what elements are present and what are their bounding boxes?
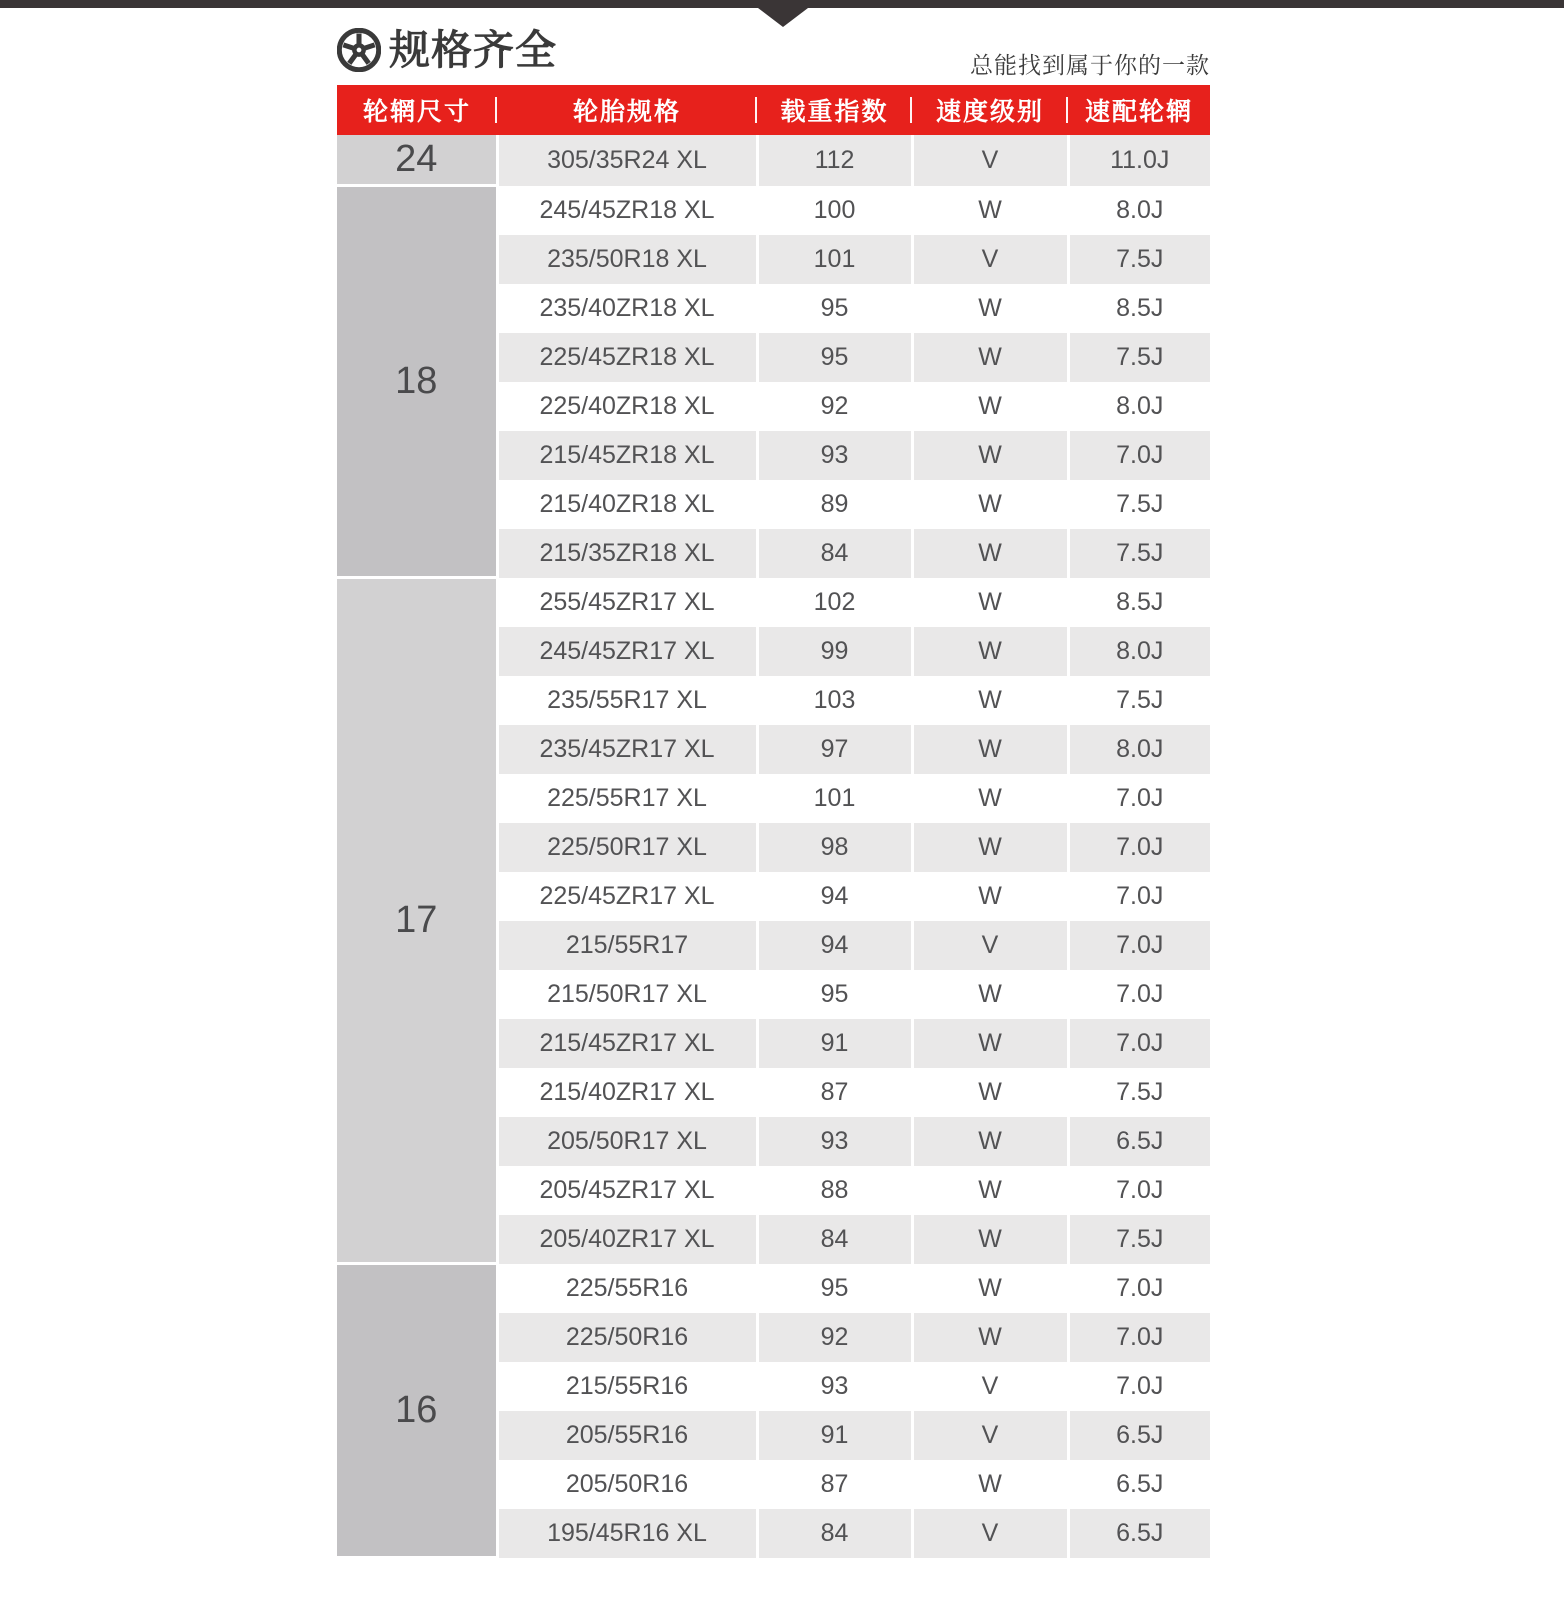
matching-rim-cell: 8.0J (1068, 186, 1210, 235)
load-index-cell: 84 (757, 1509, 912, 1558)
speed-rating-cell: V (912, 235, 1068, 284)
load-index-cell: 93 (757, 1117, 912, 1166)
speed-rating-cell: W (912, 823, 1068, 872)
speed-rating-cell: W (912, 872, 1068, 921)
speed-rating-cell: W (912, 1313, 1068, 1362)
col-header-rim-size: 轮辋尺寸 (337, 85, 497, 135)
tire-spec-cell: 205/45ZR17 XL (497, 1166, 757, 1215)
matching-rim-cell: 11.0J (1068, 135, 1210, 186)
speed-rating-cell: V (912, 921, 1068, 970)
load-index-cell: 95 (757, 333, 912, 382)
matching-rim-cell: 7.0J (1068, 1019, 1210, 1068)
matching-rim-cell: 7.0J (1068, 1166, 1210, 1215)
matching-rim-cell: 8.0J (1068, 725, 1210, 774)
matching-rim-cell: 7.5J (1068, 333, 1210, 382)
matching-rim-cell: 7.0J (1068, 1362, 1210, 1411)
tire-spec-cell: 205/55R16 (497, 1411, 757, 1460)
table-header-row (337, 85, 1210, 135)
tire-spec-cell: 235/50R18 XL (497, 235, 757, 284)
tire-spec-cell: 245/45ZR18 XL (497, 186, 757, 235)
matching-rim-cell: 6.5J (1068, 1117, 1210, 1166)
section-header (337, 28, 1210, 84)
matching-rim-cell: 7.0J (1068, 872, 1210, 921)
speed-rating-cell: V (912, 1411, 1068, 1460)
speed-rating-cell: W (912, 1215, 1068, 1264)
speed-rating-cell: V (912, 1509, 1068, 1558)
load-index-cell: 98 (757, 823, 912, 872)
matching-rim-cell: 7.5J (1068, 235, 1210, 284)
speed-rating-cell: W (912, 578, 1068, 627)
tire-spec-cell: 215/40ZR17 XL (497, 1068, 757, 1117)
load-index-cell: 87 (757, 1068, 912, 1117)
matching-rim-cell: 7.5J (1068, 1068, 1210, 1117)
load-index-cell: 102 (757, 578, 912, 627)
matching-rim-cell: 7.0J (1068, 1264, 1210, 1313)
tire-spec-cell: 255/45ZR17 XL (497, 578, 757, 627)
matching-rim-cell: 7.0J (1068, 970, 1210, 1019)
pointer-notch-icon (758, 8, 808, 27)
load-index-cell: 84 (757, 1215, 912, 1264)
load-index-cell: 87 (757, 1460, 912, 1509)
speed-rating-cell: W (912, 186, 1068, 235)
speed-rating-cell: W (912, 529, 1068, 578)
title-wrap (337, 28, 557, 72)
tire-spec-cell: 235/40ZR18 XL (497, 284, 757, 333)
tire-spec-cell: 305/35R24 XL (497, 135, 757, 186)
load-index-cell: 93 (757, 1362, 912, 1411)
tire-spec-cell: 215/40ZR18 XL (497, 480, 757, 529)
load-index-cell: 95 (757, 1264, 912, 1313)
table-row (337, 1264, 1210, 1313)
page-title: 规格齐全 (389, 27, 557, 73)
matching-rim-cell: 6.5J (1068, 1509, 1210, 1558)
matching-rim-cell: 8.5J (1068, 578, 1210, 627)
speed-rating-cell: W (912, 382, 1068, 431)
rim-size-group-cell: 18 (337, 186, 497, 578)
rim-size-group-cell: 16 (337, 1264, 497, 1558)
matching-rim-cell: 7.0J (1068, 921, 1210, 970)
tire-spec-cell: 215/55R16 (497, 1362, 757, 1411)
tire-spec-cell: 215/50R17 XL (497, 970, 757, 1019)
matching-rim-cell: 7.0J (1068, 823, 1210, 872)
speed-rating-cell: W (912, 676, 1068, 725)
tire-spec-cell: 225/55R16 (497, 1264, 757, 1313)
matching-rim-cell: 8.0J (1068, 627, 1210, 676)
matching-rim-cell: 7.5J (1068, 480, 1210, 529)
load-index-cell: 100 (757, 186, 912, 235)
speed-rating-cell: W (912, 1264, 1068, 1313)
speed-rating-cell: W (912, 1068, 1068, 1117)
tire-spec-cell: 235/45ZR17 XL (497, 725, 757, 774)
tire-spec-cell: 225/55R17 XL (497, 774, 757, 823)
table-row (337, 135, 1210, 186)
tire-spec-cell: 225/50R17 XL (497, 823, 757, 872)
tire-spec-cell: 215/45ZR17 XL (497, 1019, 757, 1068)
tire-spec-cell: 195/45R16 XL (497, 1509, 757, 1558)
spec-table-wrap (337, 85, 1210, 1559)
load-index-cell: 95 (757, 970, 912, 1019)
tire-spec-cell: 205/50R17 XL (497, 1117, 757, 1166)
load-index-cell: 97 (757, 725, 912, 774)
matching-rim-cell: 8.5J (1068, 284, 1210, 333)
matching-rim-cell: 8.0J (1068, 382, 1210, 431)
load-index-cell: 92 (757, 1313, 912, 1362)
load-index-cell: 91 (757, 1411, 912, 1460)
speed-rating-cell: W (912, 627, 1068, 676)
rim-size-group-cell: 24 (337, 135, 497, 186)
speed-rating-cell: V (912, 1362, 1068, 1411)
load-index-cell: 103 (757, 676, 912, 725)
matching-rim-cell: 7.0J (1068, 431, 1210, 480)
top-black-bar (0, 0, 1564, 8)
speed-rating-cell: W (912, 774, 1068, 823)
matching-rim-cell: 7.5J (1068, 529, 1210, 578)
speed-rating-cell: W (912, 1460, 1068, 1509)
tire-spec-cell: 205/40ZR17 XL (497, 1215, 757, 1264)
tire-spec-cell: 215/55R17 (497, 921, 757, 970)
tire-spec-cell: 205/50R16 (497, 1460, 757, 1509)
rim-size-group-cell: 17 (337, 578, 497, 1264)
load-index-cell: 92 (757, 382, 912, 431)
speed-rating-cell: W (912, 1117, 1068, 1166)
tire-spec-cell: 225/45ZR17 XL (497, 872, 757, 921)
table-row (337, 578, 1210, 627)
matching-rim-cell: 7.5J (1068, 1215, 1210, 1264)
tire-spec-cell: 215/45ZR18 XL (497, 431, 757, 480)
tire-spec-cell: 245/45ZR17 XL (497, 627, 757, 676)
load-index-cell: 94 (757, 872, 912, 921)
speed-rating-cell: W (912, 970, 1068, 1019)
load-index-cell: 94 (757, 921, 912, 970)
tire-spec-cell: 215/35ZR18 XL (497, 529, 757, 578)
matching-rim-cell: 6.5J (1068, 1460, 1210, 1509)
col-header-load-index: 载重指数 (757, 85, 912, 135)
wheel-icon (337, 28, 381, 72)
speed-rating-cell: W (912, 284, 1068, 333)
tire-spec-table (337, 85, 1210, 1559)
tire-spec-cell: 235/55R17 XL (497, 676, 757, 725)
load-index-cell: 88 (757, 1166, 912, 1215)
tire-spec-cell: 225/45ZR18 XL (497, 333, 757, 382)
speed-rating-cell: W (912, 1166, 1068, 1215)
col-header-tire-spec: 轮胎规格 (497, 85, 757, 135)
speed-rating-cell: W (912, 1019, 1068, 1068)
load-index-cell: 93 (757, 431, 912, 480)
load-index-cell: 101 (757, 235, 912, 284)
tire-spec-cell: 225/50R16 (497, 1313, 757, 1362)
load-index-cell: 95 (757, 284, 912, 333)
speed-rating-cell: W (912, 480, 1068, 529)
load-index-cell: 112 (757, 135, 912, 186)
load-index-cell: 101 (757, 774, 912, 823)
load-index-cell: 84 (757, 529, 912, 578)
matching-rim-cell: 7.0J (1068, 1313, 1210, 1362)
page-subtitle: 总能找到属于你的一款 (970, 52, 1210, 78)
speed-rating-cell: W (912, 333, 1068, 382)
speed-rating-cell: V (912, 135, 1068, 186)
matching-rim-cell: 7.0J (1068, 774, 1210, 823)
speed-rating-cell: W (912, 725, 1068, 774)
col-header-speed-rating: 速度级别 (912, 85, 1068, 135)
load-index-cell: 89 (757, 480, 912, 529)
speed-rating-cell: W (912, 431, 1068, 480)
matching-rim-cell: 7.5J (1068, 676, 1210, 725)
col-header-matching-rim: 速配轮辋 (1068, 85, 1210, 135)
tire-spec-cell: 225/40ZR18 XL (497, 382, 757, 431)
load-index-cell: 99 (757, 627, 912, 676)
table-row (337, 186, 1210, 235)
load-index-cell: 91 (757, 1019, 912, 1068)
matching-rim-cell: 6.5J (1068, 1411, 1210, 1460)
